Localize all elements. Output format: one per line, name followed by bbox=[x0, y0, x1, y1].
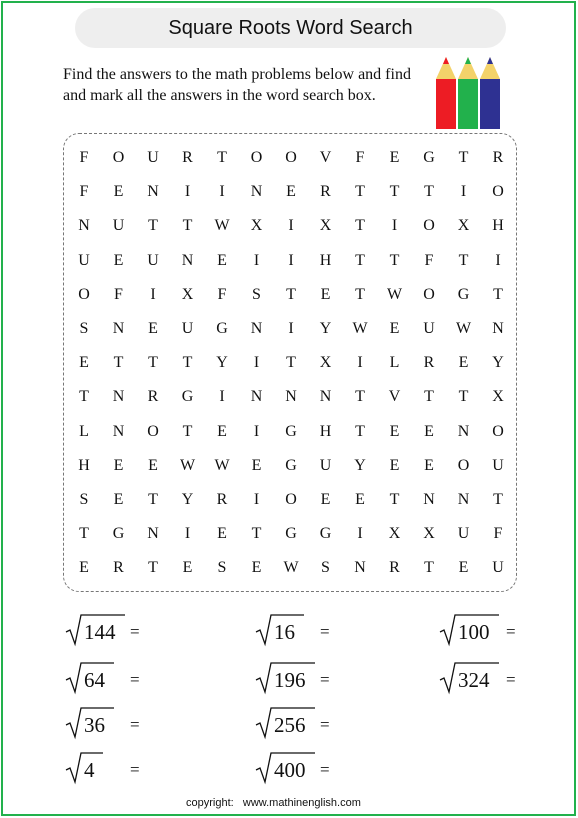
grid-letter[interactable]: E bbox=[113, 183, 124, 201]
worksheet-title: Square Roots Word Search bbox=[75, 8, 506, 48]
grid-letter[interactable]: X bbox=[388, 525, 401, 543]
grid-letter[interactable]: E bbox=[251, 456, 262, 474]
grid-letter[interactable]: I bbox=[357, 354, 363, 372]
grid-letter[interactable]: T bbox=[389, 251, 400, 269]
grid-letter[interactable]: T bbox=[355, 183, 365, 201]
grid-letter[interactable]: O bbox=[78, 285, 90, 303]
grid-letter[interactable]: R bbox=[389, 559, 400, 577]
grid-letter[interactable]: O bbox=[492, 183, 504, 201]
grid-letter[interactable]: T bbox=[355, 285, 365, 303]
grid-letter[interactable]: O bbox=[457, 456, 470, 474]
equals-sign: = bbox=[506, 622, 516, 641]
grid-letter[interactable]: N bbox=[112, 320, 125, 337]
grid-letter[interactable]: E bbox=[389, 456, 400, 474]
radicand: 400 bbox=[274, 758, 306, 782]
pencil-3 bbox=[480, 57, 500, 129]
grid-letter[interactable]: F bbox=[79, 149, 89, 166]
grid-letter[interactable]: S bbox=[217, 559, 227, 577]
grid-letter[interactable]: T bbox=[79, 525, 89, 543]
grid-letter[interactable]: I bbox=[460, 183, 467, 201]
grid-letter[interactable]: Y bbox=[492, 354, 504, 372]
grid-letter[interactable]: X bbox=[181, 285, 194, 303]
footer-copyright bbox=[186, 797, 361, 809]
grid-letter[interactable]: W bbox=[179, 456, 196, 474]
grid-letter[interactable]: Y bbox=[181, 491, 194, 508]
grid-letter[interactable]: E bbox=[251, 559, 262, 577]
grid-letter[interactable]: F bbox=[217, 285, 227, 303]
grid-letter[interactable]: T bbox=[458, 388, 469, 406]
grid-letter[interactable]: H bbox=[319, 251, 332, 269]
grid-letter[interactable]: O bbox=[492, 422, 504, 440]
grid-letter[interactable]: I bbox=[391, 217, 398, 235]
grid-letter[interactable]: X bbox=[250, 217, 263, 235]
grid-letter[interactable]: U bbox=[319, 456, 332, 474]
grid-letter[interactable]: T bbox=[113, 354, 124, 372]
equals-sign: = bbox=[320, 670, 330, 689]
grid-letter[interactable]: G bbox=[112, 525, 125, 543]
grid-letter[interactable]: W bbox=[214, 217, 230, 235]
grid-letter[interactable]: T bbox=[424, 183, 434, 201]
grid-letter[interactable]: E bbox=[355, 491, 365, 508]
grid-letter[interactable]: H bbox=[319, 422, 332, 440]
grid-letter[interactable]: G bbox=[285, 422, 297, 440]
grid-letter[interactable]: R bbox=[182, 149, 193, 166]
grid-letter[interactable]: N bbox=[181, 251, 194, 269]
grid-letter[interactable]: N bbox=[112, 422, 125, 440]
grid-letter[interactable]: E bbox=[286, 183, 296, 201]
grid-letter[interactable]: U bbox=[181, 320, 194, 337]
grid-letter[interactable]: L bbox=[79, 422, 89, 440]
grid-letter[interactable]: E bbox=[389, 422, 400, 440]
grid-letter[interactable]: E bbox=[458, 559, 469, 577]
grid-letter[interactable]: T bbox=[355, 422, 365, 440]
grid-letter[interactable]: E bbox=[389, 320, 400, 337]
grid-letter[interactable]: H bbox=[78, 456, 90, 474]
grid-letter[interactable]: O bbox=[147, 422, 159, 440]
grid-letter[interactable]: E bbox=[320, 491, 331, 508]
grid-letter[interactable]: X bbox=[319, 217, 332, 235]
grid-letter[interactable]: E bbox=[217, 251, 227, 269]
grid-letter[interactable]: E bbox=[424, 456, 434, 474]
radicand: 256 bbox=[274, 713, 306, 737]
grid-letter[interactable]: I bbox=[253, 422, 260, 440]
equals-sign: = bbox=[130, 622, 140, 641]
grid-letter[interactable]: N bbox=[354, 559, 366, 577]
grid-letter[interactable]: X bbox=[492, 388, 504, 406]
grid-letter[interactable]: T bbox=[355, 217, 365, 235]
grid-letter[interactable]: T bbox=[286, 354, 296, 372]
grid-letter[interactable]: T bbox=[79, 388, 89, 406]
grid-letter[interactable]: F bbox=[424, 251, 434, 269]
grid-letter[interactable]: I bbox=[253, 251, 260, 269]
grid-letter[interactable]: E bbox=[113, 251, 124, 269]
grid-letter[interactable]: Y bbox=[354, 456, 366, 474]
grid-letter[interactable]: T bbox=[355, 388, 365, 406]
grid-letter[interactable]: Y bbox=[319, 320, 332, 337]
grid-letter[interactable]: I bbox=[357, 525, 363, 543]
grid-letter[interactable]: O bbox=[250, 149, 263, 166]
grid-letter[interactable]: S bbox=[79, 320, 89, 337]
radicand: 64 bbox=[84, 668, 105, 692]
grid-letter[interactable]: N bbox=[147, 183, 159, 201]
grid-letter[interactable]: T bbox=[182, 217, 193, 235]
grid-letter[interactable]: W bbox=[455, 320, 472, 337]
grid-letter[interactable]: O bbox=[285, 149, 297, 166]
grid-letter[interactable]: N bbox=[492, 320, 504, 337]
grid-letter[interactable]: R bbox=[423, 354, 435, 372]
radicand: 36 bbox=[84, 713, 105, 737]
pencil-2 bbox=[458, 57, 478, 129]
word-search-grid bbox=[63, 133, 517, 592]
grid-letter[interactable]: N bbox=[423, 491, 435, 508]
grid-letter[interactable]: R bbox=[216, 491, 228, 508]
grid-letter[interactable]: I bbox=[184, 183, 191, 201]
grid-letter[interactable]: N bbox=[285, 388, 297, 406]
grid-letter[interactable]: Y bbox=[216, 354, 228, 372]
grid-letter[interactable]: O bbox=[112, 149, 125, 166]
grid-letter[interactable]: F bbox=[114, 285, 123, 303]
grid-letter[interactable]: E bbox=[217, 422, 227, 440]
grid-letter[interactable]: I bbox=[150, 285, 156, 303]
pencil-1 bbox=[436, 57, 456, 129]
grid-letter[interactable]: G bbox=[457, 285, 470, 303]
grid-letter[interactable]: E bbox=[113, 491, 124, 508]
radicand: 100 bbox=[458, 620, 490, 644]
grid-letter[interactable]: F bbox=[493, 525, 503, 543]
grid-letter[interactable]: X bbox=[457, 217, 470, 235]
radicand: 16 bbox=[274, 620, 295, 644]
equals-sign: = bbox=[130, 760, 140, 779]
grid-letter[interactable]: I bbox=[288, 320, 294, 337]
grid-letter[interactable]: N bbox=[319, 388, 332, 406]
grid-letter[interactable]: H bbox=[492, 217, 504, 235]
grid-letter[interactable]: R bbox=[320, 183, 331, 201]
grid-letter[interactable]: I bbox=[253, 491, 260, 508]
grid-letter[interactable]: R bbox=[492, 149, 504, 166]
grid-letter[interactable]: I bbox=[219, 183, 225, 201]
grid-letter[interactable]: T bbox=[286, 285, 296, 303]
grid-letter[interactable]: I bbox=[253, 354, 260, 372]
copyright-label: copyright: bbox=[186, 797, 234, 809]
grid-letter[interactable]: G bbox=[319, 525, 332, 543]
grid-letter[interactable]: T bbox=[217, 149, 227, 166]
grid-letter[interactable]: N bbox=[250, 388, 263, 406]
radicand: 324 bbox=[458, 668, 490, 692]
grid-letter[interactable]: T bbox=[251, 525, 262, 543]
radicand: 144 bbox=[84, 620, 116, 644]
grid-letter[interactable]: X bbox=[423, 525, 435, 543]
grid-letter[interactable]: G bbox=[181, 388, 194, 406]
grid-letter[interactable]: N bbox=[250, 183, 263, 201]
grid-letter[interactable]: U bbox=[492, 456, 504, 474]
grid-letter[interactable]: N bbox=[457, 422, 470, 440]
grid-letter[interactable]: E bbox=[148, 456, 158, 474]
grid-letter[interactable]: G bbox=[423, 149, 435, 166]
grid-letter[interactable]: E bbox=[148, 320, 158, 337]
equals-sign: = bbox=[320, 622, 330, 641]
grid-letter[interactable]: F bbox=[79, 183, 89, 201]
grid-letter[interactable]: T bbox=[424, 559, 434, 577]
equals-sign: = bbox=[320, 760, 330, 779]
grid-letter[interactable]: N bbox=[457, 491, 470, 508]
grid-letter[interactable]: I bbox=[184, 525, 191, 543]
equals-sign: = bbox=[506, 670, 516, 689]
grid-letter[interactable]: T bbox=[458, 149, 469, 166]
grid-letter[interactable]: E bbox=[113, 456, 124, 474]
grid-letter[interactable]: U bbox=[147, 149, 159, 166]
grid-letter[interactable]: F bbox=[355, 149, 365, 166]
grid-letter[interactable]: E bbox=[79, 354, 89, 372]
grid-letter[interactable]: L bbox=[389, 354, 400, 372]
grid-letter[interactable]: G bbox=[285, 525, 297, 543]
grid-letter[interactable]: T bbox=[493, 285, 503, 303]
radicand: 196 bbox=[274, 668, 306, 692]
grid-letter[interactable]: O bbox=[285, 491, 297, 508]
grid-letter[interactable]: T bbox=[493, 491, 503, 508]
grid-letter[interactable]: T bbox=[389, 183, 400, 201]
grid-letter[interactable]: V bbox=[388, 388, 401, 406]
grid-letter[interactable]: W bbox=[283, 559, 299, 577]
grid-letter[interactable]: U bbox=[78, 251, 90, 269]
radicand: 4 bbox=[84, 758, 95, 782]
grid-letter[interactable]: R bbox=[113, 559, 124, 577]
grid-letter[interactable]: W bbox=[386, 285, 403, 303]
website-link[interactable]: www.mathinenglish.com bbox=[242, 797, 361, 809]
equals-sign: = bbox=[130, 670, 140, 689]
grid-letter[interactable]: E bbox=[217, 525, 227, 543]
grid-letter[interactable]: T bbox=[458, 251, 469, 269]
grid-letter[interactable]: I bbox=[288, 217, 294, 235]
instructions: Find the answers to the math problems below and find and mark all the answers in the word search box. bbox=[63, 66, 411, 104]
grid-letter[interactable]: O bbox=[423, 285, 435, 303]
grid-letter[interactable]: E bbox=[458, 354, 469, 372]
grid-letter[interactable]: V bbox=[319, 149, 332, 166]
grid-letter[interactable]: G bbox=[216, 320, 228, 337]
grid-letter[interactable]: T bbox=[148, 491, 158, 508]
colored-pencils-icon bbox=[434, 57, 502, 129]
grid-letter[interactable]: N bbox=[250, 320, 263, 337]
grid-letter[interactable]: U bbox=[147, 251, 159, 269]
grid-letter[interactable]: N bbox=[112, 388, 125, 406]
grid-letter[interactable]: T bbox=[148, 354, 158, 372]
equals-sign: = bbox=[320, 715, 330, 734]
grid-letter[interactable]: T bbox=[148, 559, 158, 577]
grid-letter[interactable]: S bbox=[252, 285, 261, 303]
grid-letter[interactable]: E bbox=[320, 285, 331, 303]
grid-letter[interactable]: S bbox=[321, 559, 330, 577]
grid-letter[interactable]: T bbox=[148, 217, 158, 235]
grid-letter[interactable]: W bbox=[214, 456, 230, 474]
grid-letter[interactable]: S bbox=[79, 491, 89, 508]
grid-letter[interactable]: I bbox=[495, 251, 501, 269]
grid-letter[interactable]: T bbox=[389, 491, 400, 508]
grid-letter[interactable]: E bbox=[389, 149, 400, 166]
grid-letter[interactable]: U bbox=[423, 320, 435, 337]
grid-letter[interactable]: E bbox=[424, 422, 434, 440]
grid-letter[interactable]: I bbox=[219, 388, 225, 406]
grid-letter[interactable]: X bbox=[319, 354, 332, 372]
grid-letter[interactable]: N bbox=[78, 217, 90, 235]
grid-letter[interactable]: U bbox=[457, 525, 470, 543]
grid-letter[interactable]: I bbox=[288, 251, 294, 269]
grid-letter[interactable]: E bbox=[79, 559, 89, 577]
equals-sign: = bbox=[130, 715, 140, 734]
grid-letter[interactable]: R bbox=[147, 388, 159, 406]
grid-letter[interactable]: T bbox=[182, 354, 193, 372]
grid-letter[interactable]: E bbox=[182, 559, 193, 577]
grid-letter[interactable]: T bbox=[424, 388, 434, 406]
grid-letter[interactable]: G bbox=[285, 456, 297, 474]
grid-letter[interactable]: N bbox=[147, 525, 159, 543]
grid-letter[interactable]: T bbox=[182, 422, 193, 440]
grid-letter[interactable]: W bbox=[352, 320, 368, 337]
grid-letter[interactable]: O bbox=[423, 217, 435, 235]
grid-letter[interactable]: T bbox=[355, 251, 365, 269]
grid-letter[interactable]: U bbox=[112, 217, 125, 235]
grid-letter[interactable]: U bbox=[492, 559, 504, 577]
